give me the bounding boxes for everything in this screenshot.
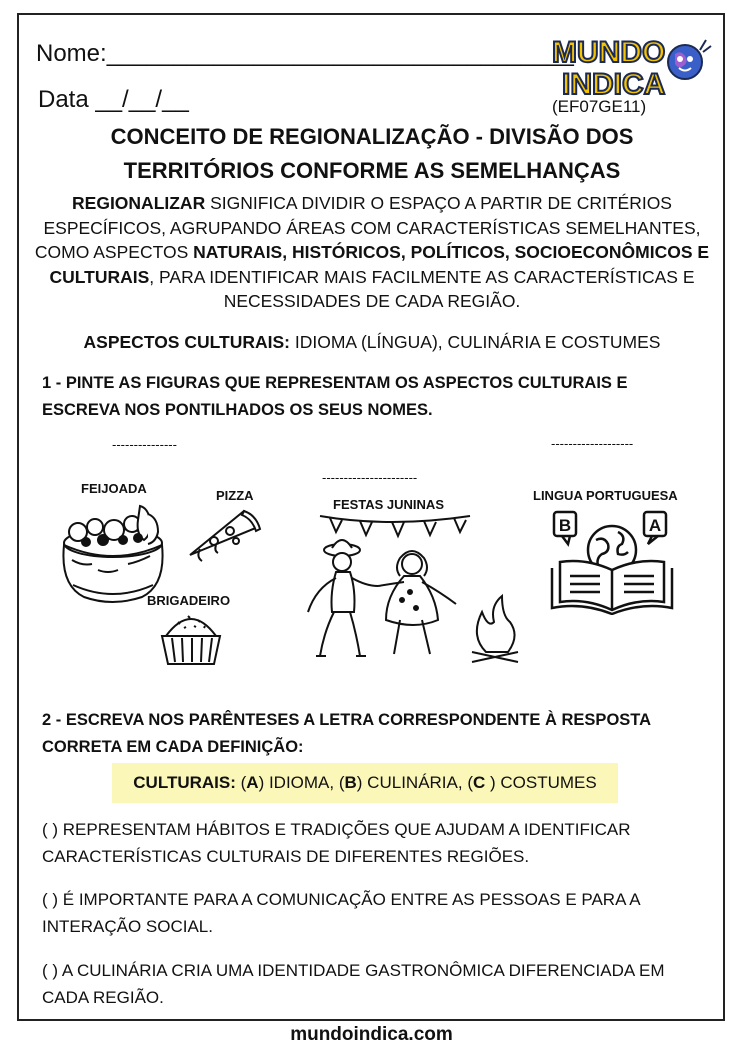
- feijoada-icon[interactable]: [58, 500, 168, 605]
- cultural-aspects-line: [24, 332, 720, 353]
- key-text-1: (: [235, 773, 247, 792]
- intro-bold-regionalizar: REGIONALIZAR: [72, 193, 206, 213]
- definition-3[interactable]: ( ) A CULINÁRIA CRIA UMA IDENTIDADE GASTRONÔMICA DIFERENCIADA EM CADA REGIÃO.: [42, 961, 665, 1007]
- intro-text-2: , PARA IDENTIFICAR MAIS FACILMENTE AS CARACTERÍSTICAS E NECESSIDADES DE CADA REGIÃO.: [149, 266, 695, 311]
- label-feijoada: FEIJOADA: [81, 481, 147, 496]
- question-2: 2 - ESCREVA NOS PARÊNTESES A LETRA CORRESPONDENTE À RESPOSTA CORRETA EM CADA DEFINIÇÃO:: [42, 711, 651, 756]
- answer-key-label: CULTURAIS:: [133, 773, 236, 792]
- key-text-3: ) CULINÁRIA, (: [356, 773, 473, 792]
- letter-b-bubble: B: [558, 516, 572, 535]
- footer-site: mundoindica.com: [290, 1024, 453, 1045]
- pizza-icon[interactable]: [186, 505, 266, 565]
- definition-2[interactable]: ( ) É IMPORTANTE PARA A COMUNICAÇÃO ENTRE AS PESSOAS E PARA A INTERAÇÃO SOCIAL.: [42, 890, 640, 936]
- answer-dots-food[interactable]: ---------------: [112, 437, 177, 452]
- logo-text-mundo: MUNDO: [552, 36, 666, 69]
- intro-text-1: SIGNIFICA DIVIDIR O ESPAÇO A PARTIR DE CRITÉRIOS ESPECÍFICOS, AGRUPANDO ÁREAS COM CARACTERÍSTICAS SEMELHANTES, COMO ASPECTOS: [34, 193, 701, 262]
- label-pizza: PIZZA: [216, 488, 254, 503]
- title-line-2: TERRITÓRIOS CONFORME AS SEMELHANÇAS: [123, 158, 621, 183]
- answer-key-box: [112, 763, 618, 803]
- answer-dots-festas[interactable]: ----------------------: [322, 470, 418, 485]
- festas-juninas-icon[interactable]: [300, 512, 520, 672]
- title-line-1: CONCEITO DE REGIONALIZAÇÃO - DIVISÃO DOS: [110, 124, 634, 149]
- skill-code: (EF07GE11): [552, 97, 647, 116]
- intro-bold-aspects: NATURAIS, HISTÓRICOS, POLÍTICOS, SOCIOECONÔMICOS E CULTURAIS: [49, 242, 710, 287]
- key-letter-c: C: [472, 773, 486, 792]
- label-festas-juninas: FESTAS JUNINAS: [333, 497, 444, 512]
- lingua-portuguesa-icon[interactable]: [548, 510, 678, 615]
- key-text-4: ) COSTUMES: [485, 773, 597, 792]
- letter-a-bubble: A: [648, 516, 662, 535]
- globe-mascot-icon: [668, 40, 711, 79]
- key-text-2: ) IDIOMA, (: [258, 773, 345, 792]
- aspects-label: ASPECTOS CULTURAIS:: [83, 332, 290, 352]
- mundo-indica-logo: [548, 32, 713, 100]
- definition-1[interactable]: ( ) REPRESENTAM HÁBITOS E TRADIÇÕES QUE AJUDAM A IDENTIFICAR CARACTERÍSTICAS CULTURAIS DE DIFERENTES REGIÕES.: [42, 820, 631, 866]
- brigadeiro-icon[interactable]: [160, 608, 222, 668]
- answer-dots-lingua[interactable]: -------------------: [551, 436, 634, 451]
- logo-text-indica: INDICA: [562, 68, 666, 100]
- key-letter-a: A: [246, 773, 259, 792]
- key-letter-b: B: [344, 773, 357, 792]
- label-lingua-portuguesa: LINGUA PORTUGUESA: [533, 488, 678, 503]
- name-field-label: Nome:___________________________________: [36, 40, 574, 67]
- worksheet-title: [30, 120, 714, 188]
- question-1: 1 - PINTE AS FIGURAS QUE REPRESENTAM OS ASPECTOS CULTURAIS E ESCREVA NOS PONTILHADOS OS SEUS NOMES.: [42, 374, 628, 419]
- date-field-label: Data __/__/__: [38, 86, 189, 113]
- intro-paragraph: [24, 191, 720, 314]
- aspects-text: IDIOMA (LÍNGUA), CULINÁRIA E COSTUMES: [289, 332, 661, 352]
- label-brigadeiro: BRIGADEIRO: [147, 593, 231, 608]
